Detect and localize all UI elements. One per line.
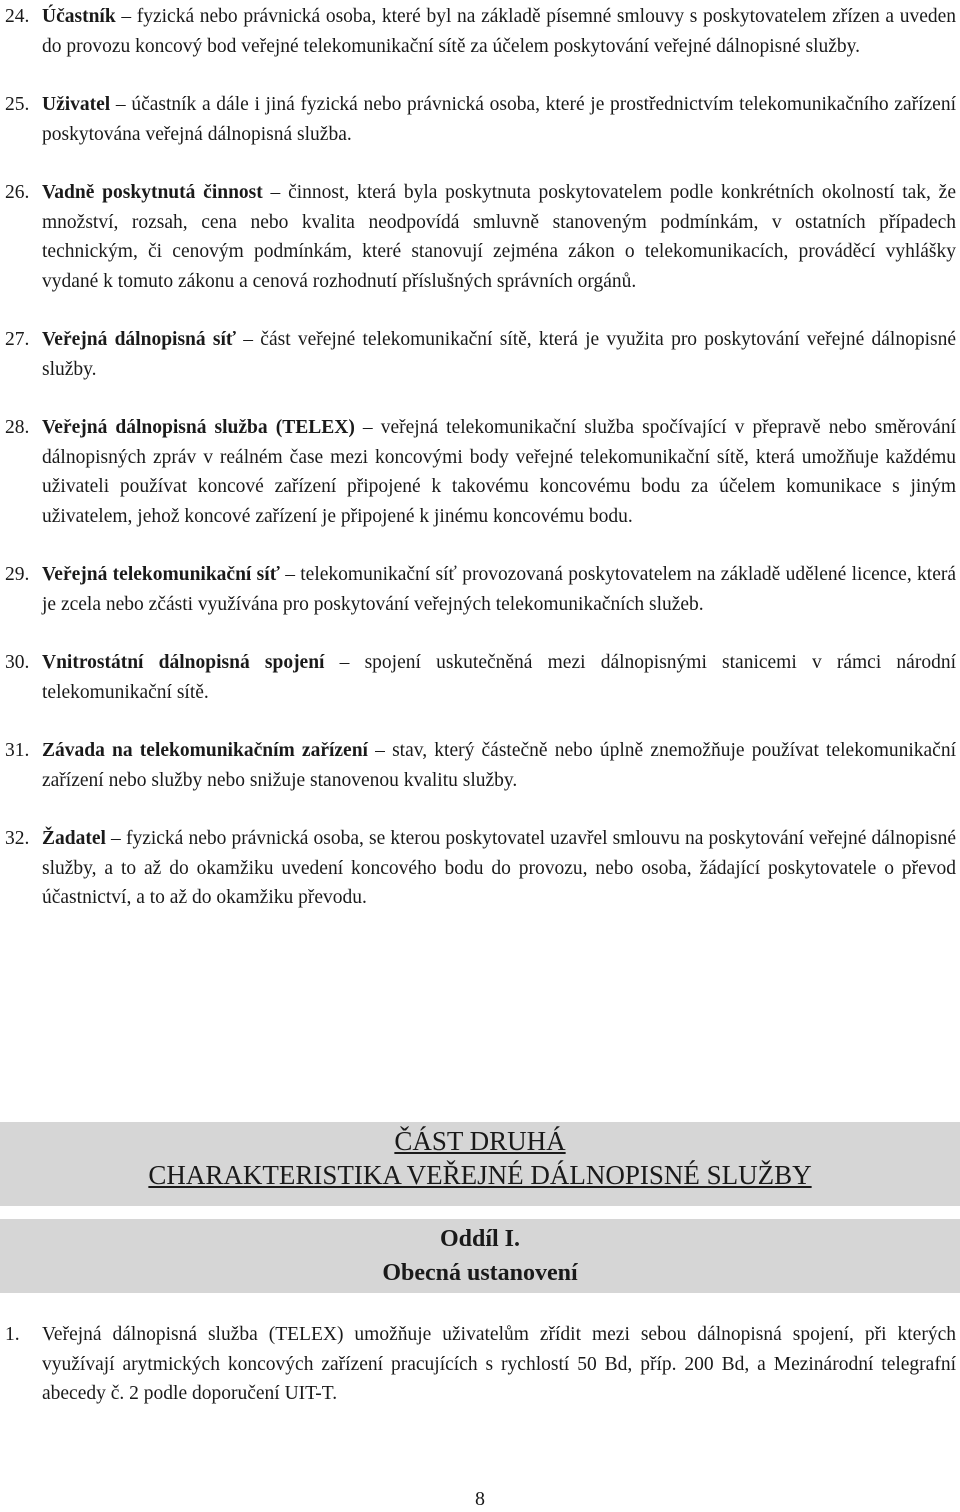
definition-item-26 (0, 178, 956, 296)
part-heading-subtitle: CHARAKTERISTIKA VEŘEJNÉ DÁLNOPISNÉ SLUŽBY (148, 1160, 812, 1190)
section-heading-title: Oddíl I. (439, 1226, 521, 1252)
definition-number: 26. (5, 182, 30, 203)
definition-number: 27. (5, 329, 30, 350)
definition-number: 32. (5, 828, 30, 849)
definition-text: – spojení uskutečněná mezi dálnopisnými stanicemi v rámci národní telekomunikační sítě. (42, 652, 956, 703)
definition-term: Účastník (42, 6, 116, 27)
definition-item-30 (0, 648, 956, 707)
definition-number: 28. (5, 417, 30, 438)
provision-text: Veřejná dálnopisná služba (TELEX) umožňuje uživatelům zřídit mezi sebou dálnopisná spojení, při kterých využívají arytmických koncových zařízení pracujících s rychlostí 50 Bd, příp. 200 Bd, a Mezinárodní telegrafní abecedy č. 2 podle doporučení UIT-T. (42, 1324, 956, 1404)
provision-item-1 (0, 1320, 956, 1409)
definition-term: Závada na telekomunikačním zařízení (42, 740, 368, 761)
definition-text: – činnost, která byla poskytnuta poskytovatelem podle konkrétních okolností tak, že množství, rozsah, cena nebo kvalita neodpovídá smluvně stanoveným podmínkám, v ostatních případech technickým, či cenovým podmínkám, které stanovují zejména zákon o telekomunikacích, prováděcí vyhlášky vydané k tomuto zákonu a cenová rozhodnutí příslušných správních orgánů. (42, 182, 956, 292)
definition-item-31 (0, 736, 956, 795)
definition-text: – telekomunikační síť provozovaná poskytovatelem na základě udělené licence, která je zcela nebo zčásti využívána pro poskytování veřejných telekomunikačních služeb. (42, 564, 956, 615)
definition-term: Veřejná dálnopisná síť (42, 329, 237, 350)
section-heading-subtitle: Obecná ustanovení (382, 1260, 578, 1286)
definition-term: Vnitrostátní dálnopisná spojení (42, 652, 325, 673)
definition-text: – stav, který částečně nebo úplně znemožňuje používat telekomunikační zařízení nebo služby nebo snižuje stanovenou kvalitu služby. (42, 740, 957, 791)
definition-item-24 (0, 2, 956, 61)
definition-item-29 (0, 560, 956, 619)
page-number: 8 (475, 1488, 485, 1510)
definition-text: – část veřejné telekomunikační sítě, která je využita pro poskytování veřejné dálnopisné služby. (42, 329, 956, 380)
general-provisions-list (0, 1320, 956, 1438)
definition-item-32 (0, 824, 956, 913)
definition-number: 30. (5, 652, 30, 673)
definition-number: 29. (5, 564, 30, 585)
definition-number: 24. (5, 6, 30, 27)
definition-term: Veřejná telekomunikační síť (42, 564, 280, 585)
definition-term: Uživatel (42, 94, 111, 115)
definition-text: – veřejná telekomunikační služba spočívající v přepravě nebo směrování dálnopisných zpráv v reálném čase mezi koncovými body veřejné telekomunikační sítě, která umožňuje každému uživateli používat koncové zařízení připojené k takovému koncovému bodu za účelem komunikace s jiným uživatelem, jehož koncové zařízení je připojené k jinému koncovému bodu. (42, 417, 956, 527)
definition-item-27 (0, 325, 956, 384)
definition-text: – fyzická nebo právnická osoba, které byl na základě písemné smlouvy s poskytovatelem zřízen a uveden do provozu koncový bod veřejné telekomunikační sítě za účelem poskytování veřejné dálnopisné služby. (42, 6, 956, 57)
part-heading-title: ČÁST DRUHÁ (394, 1126, 566, 1156)
definition-item-28 (0, 413, 956, 531)
definition-number: 25. (5, 94, 30, 115)
definitions-list (0, 2, 956, 942)
definition-item-25 (0, 90, 956, 149)
definition-term: Veřejná dálnopisná služba (TELEX) (42, 417, 355, 438)
provision-number: 1. (5, 1324, 20, 1345)
definition-text: – fyzická nebo právnická osoba, se kterou poskytovatel uzavřel smlouvu na poskytování veřejné dálnopisné služby, a to až do okamžiku uvedení koncového bodu do provozu, nebo osoba, žádající poskytovatele o převod účastnictví, a to až do okamžiku převodu. (42, 828, 956, 908)
definition-text: – účastník a dále i jiná fyzická nebo právnická osoba, které je prostřednictvím telekomunikačního zařízení poskytována veřejná dálnopisná služba. (42, 94, 956, 145)
definition-number: 31. (5, 740, 30, 761)
definition-term: Vadně poskytnutá činnost (42, 182, 263, 203)
definition-term: Žadatel (42, 828, 106, 849)
